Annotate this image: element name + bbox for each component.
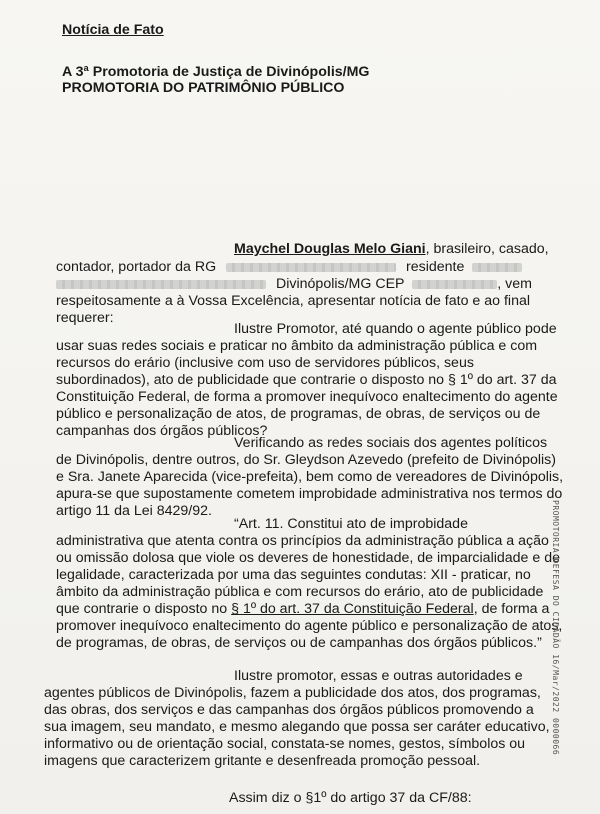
- protocol-stamp: PROMOTORIA DEFESA DO CIDADÃO 16/Mar/2022 0000066: [551, 500, 560, 756]
- para1-line: Constituição Federal, de forma a promover inequívoco enaltecimento do agente: [56, 389, 558, 405]
- para1-line: recursos do erário (inclusive com uso de servidores públicos, seus: [56, 355, 474, 371]
- intro-rg-label: contador, portador da RG: [56, 259, 217, 275]
- para3-line: das obras, dos serviços e das campanhas dos órgãos públicos promovendo a: [44, 702, 534, 718]
- quote-line: legalidade, caracterizada por uma das seguintes condutas: XII - praticar, no: [56, 567, 531, 583]
- redacted-address-start: [472, 263, 522, 272]
- para3-line: informativo ou de orientação social, constata-se nomes, gestos, símbolos ou: [44, 736, 526, 752]
- intro-residente-label: residente: [406, 259, 465, 275]
- para2-line: e Sra. Janete Aparecida (vice-prefeita), bem como de vereadores de Divinópolis,: [56, 469, 564, 485]
- para3-line: agentes públicos de Divinópolis, fazem a publicidade dos atos, dos programas,: [44, 685, 541, 701]
- intro-line-5: requerer:: [56, 310, 114, 326]
- constitution-reference-link[interactable]: § 1º do art. 37 da Constituição Federal: [231, 601, 474, 617]
- para2-line: de Divinópolis, dentre outros, do Sr. Gleydson Azevedo (prefeito de Divinópolis): [56, 452, 556, 468]
- redacted-address: [56, 280, 266, 289]
- para1-line: público e personalização de atos, de programas, de obras, de serviços ou de: [56, 406, 541, 422]
- quote-line: “Art. 11. Constitui ato de improbidade: [234, 516, 468, 532]
- para1-line: campanhas dos órgãos públicos?: [56, 423, 268, 439]
- quote-line: [56, 601, 549, 618]
- para2-line: Verificando as redes sociais dos agentes políticos: [234, 435, 548, 451]
- intro-line-1-rest: , brasileiro, casado,: [425, 241, 549, 257]
- intro-vem: , vem: [497, 276, 532, 292]
- intro-line-1: [234, 241, 549, 258]
- para3-line: imagens que caracterizem gritante e desenfreada promoção pessoal.: [44, 753, 481, 769]
- redacted-rg: [226, 263, 396, 272]
- document-type: Notícia de Fato: [62, 22, 164, 38]
- quote-line-6-end: , de forma a: [473, 601, 550, 617]
- quote-line-6-start: que contrarie o disposto no: [56, 601, 228, 617]
- redacted-cep: [412, 280, 497, 289]
- complainant-name: Maychel Douglas Melo Giani: [234, 241, 426, 257]
- quote-line: promover inequívoco enaltecimento do agente público e personalização de atos,: [56, 618, 563, 634]
- quote-line: âmbito da administração pública e com recursos do erário, ato de publicidade: [56, 584, 544, 600]
- para1-line: Ilustre Promotor, até quando o agente público pode: [234, 321, 557, 337]
- closing-line: Assim diz o §1º do artigo 37 da CF/88:: [229, 790, 472, 806]
- quote-line: de programas, de obras, de serviços ou de campanhas dos órgãos públicos.”: [56, 635, 542, 651]
- recipient-line-1: A 3ª Promotoria de Justiça de Divinópolis/MG: [62, 64, 370, 80]
- intro-cep-label: Divinópolis/MG CEP: [276, 276, 405, 292]
- para3-line: sua imagem, seu mandato, e mesmo alegando que possa ser caráter educativo,: [44, 719, 550, 735]
- intro-line-3: [56, 276, 546, 293]
- para2-line: artigo 11 da Lei 8429/92.: [56, 503, 212, 519]
- para1-line: usar suas redes sociais e praticar no âmbito da administração pública e com: [56, 338, 538, 354]
- recipient-line-2: PROMOTORIA DO PATRIMÔNIO PÚBLICO: [62, 80, 345, 96]
- intro-line-4: respeitosamente a à Vossa Excelência, apresentar notícia de fato e ao final: [56, 293, 530, 309]
- quote-line: administrativa que atenta contra os princípios da administração pública a ação: [56, 533, 549, 549]
- para2-line: apura-se que supostamente cometem improbidade administrativa nos termos do: [56, 486, 563, 502]
- para3-line: Ilustre promotor, essas e outras autoridades e: [234, 668, 523, 684]
- para1-line: subordinados), ato de publicidade que contrarie o disposto no § 1º do art. 37 da: [56, 372, 557, 388]
- quote-line: ou omissão dolosa que viole os deveres de honestidade, de imparcialidade e de: [56, 550, 560, 566]
- intro-line-2: [56, 259, 546, 276]
